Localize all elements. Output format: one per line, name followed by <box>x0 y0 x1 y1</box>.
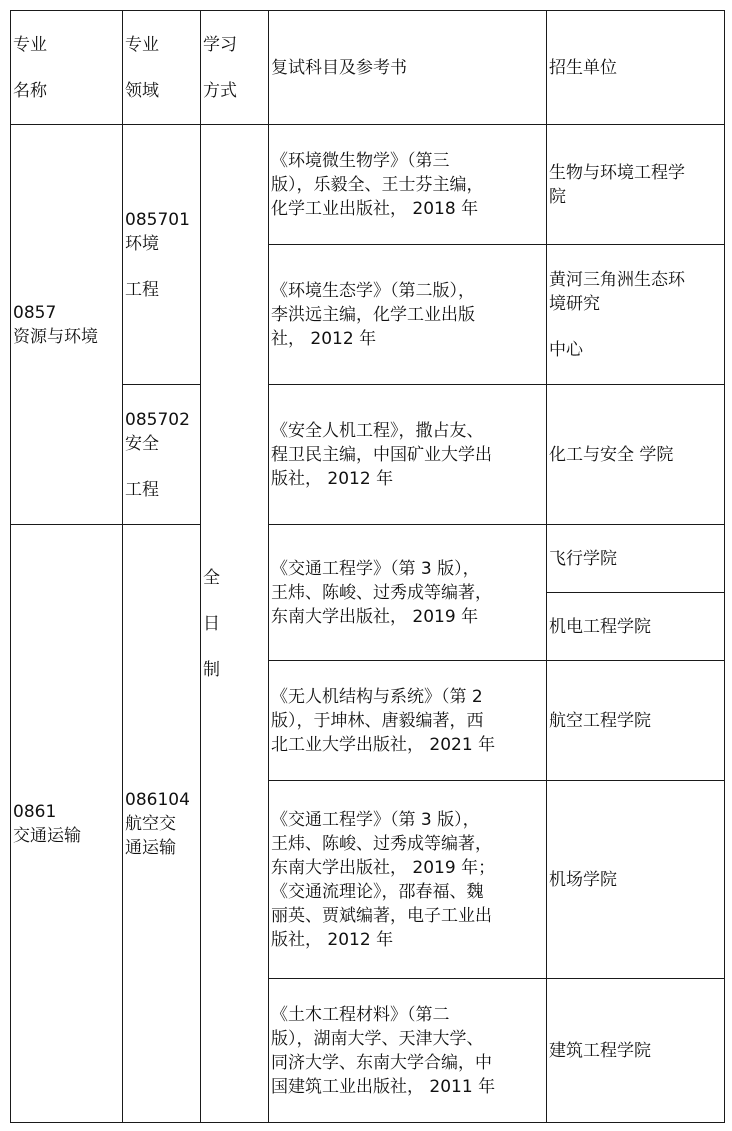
header-row <box>11 11 725 125</box>
field-name-line: 通运输 <box>125 837 176 858</box>
field-name-line: 安全 <box>125 433 159 454</box>
major-cell <box>11 525 123 1123</box>
major-code: 0861 <box>13 801 57 822</box>
major-cell <box>11 125 123 525</box>
header-exam-books: 复试科目及参考书 <box>269 11 547 125</box>
field-cell <box>123 125 201 385</box>
book-line: 版社， 2012 年 <box>271 929 394 950</box>
header-study-mode <box>201 11 269 125</box>
book-line: 版社， 2012 年 <box>271 468 394 489</box>
table-row <box>11 525 725 593</box>
header-major-name-line1: 专业 <box>13 34 47 55</box>
header-major-field <box>123 11 201 125</box>
major-code: 0857 <box>13 302 57 323</box>
header-unit: 招生单位 <box>547 11 725 125</box>
unit-line: 中心 <box>549 339 583 360</box>
book-line: 版），乐毅全、王士芬主编， <box>271 174 484 195</box>
book-cell <box>269 125 547 245</box>
book-line: 《环境生态学》（第二版）， <box>271 280 475 301</box>
book-line: 《无人机结构与系统》（第 2 <box>271 686 483 707</box>
book-line: 国建筑工业出版社， 2011 年 <box>271 1076 496 1097</box>
unit-cell: 建筑工程学院 <box>547 979 725 1123</box>
book-line: 李洪远主编，化学工业出版 <box>271 304 475 325</box>
unit-cell: 航空工程学院 <box>547 661 725 781</box>
book-line: 《土木工程材料》（第二 <box>271 1004 450 1025</box>
header-major-name <box>11 11 123 125</box>
unit-cell: 机场学院 <box>547 781 725 979</box>
book-line: 王炜、陈峻、过秀成等编著， <box>271 833 492 854</box>
study-mode-char: 全 <box>203 567 220 588</box>
book-cell <box>269 385 547 525</box>
major-name: 资源与环境 <box>13 326 98 347</box>
book-cell <box>269 979 547 1123</box>
header-study-mode-line1: 学习 <box>203 34 237 55</box>
book-line: 《交通工程学》（第 3 版）， <box>271 809 480 830</box>
unit-line: 黄河三角洲生态环 <box>549 269 685 290</box>
table-row <box>11 125 725 245</box>
field-name-line: 环境 <box>125 233 159 254</box>
book-line: 东南大学出版社， 2019 年； <box>271 857 496 878</box>
field-code: 085701 <box>125 209 190 230</box>
book-line: 《交通流理论》，邵春福、魏 <box>271 881 484 902</box>
book-line: 《环境微生物学》（第三 <box>271 150 450 171</box>
book-cell <box>269 525 547 661</box>
header-major-field-line1: 专业 <box>125 34 159 55</box>
study-mode-char: 日 <box>203 613 220 634</box>
field-name-line: 航空交 <box>125 813 176 834</box>
unit-cell <box>547 125 725 245</box>
field-code: 085702 <box>125 409 190 430</box>
book-line: 同济大学、东南大学合编，中 <box>271 1052 492 1073</box>
unit-line: 境研究 <box>549 293 600 314</box>
book-line: 丽英、贾斌编著，电子工业出 <box>271 905 492 926</box>
study-mode-char: 制 <box>203 659 220 680</box>
admission-table <box>10 10 725 1123</box>
book-cell <box>269 245 547 385</box>
header-major-name-line2: 名称 <box>13 80 47 101</box>
field-code: 086104 <box>125 789 190 810</box>
field-name-line: 工程 <box>125 279 159 300</box>
book-line: 版），于坤林、唐毅编著，西 <box>271 710 484 731</box>
book-line: 版），湖南大学、天津大学、 <box>271 1028 484 1049</box>
unit-cell <box>547 245 725 385</box>
header-major-field-line2: 领域 <box>125 80 159 101</box>
unit-cell: 机电工程学院 <box>547 593 725 661</box>
field-name-line: 工程 <box>125 479 159 500</box>
book-cell <box>269 661 547 781</box>
book-line: 化学工业出版社， 2018 年 <box>271 198 479 219</box>
study-mode-cell <box>201 125 269 1123</box>
book-line: 《安全人机工程》，撒占友、 <box>271 420 484 441</box>
unit-line: 院 <box>549 186 566 207</box>
unit-cell: 化工与安全 学院 <box>547 385 725 525</box>
unit-cell: 飞行学院 <box>547 525 725 593</box>
field-cell <box>123 385 201 525</box>
major-name: 交通运输 <box>13 825 81 846</box>
book-line: 王炜、陈峻、过秀成等编著， <box>271 582 492 603</box>
header-study-mode-line2: 方式 <box>203 80 237 101</box>
unit-line: 生物与环境工程学 <box>549 162 685 183</box>
book-line: 东南大学出版社， 2019 年 <box>271 606 479 627</box>
book-line: 程卫民主编，中国矿业大学出 <box>271 444 492 465</box>
book-line: 社， 2012 年 <box>271 328 377 349</box>
book-cell <box>269 781 547 979</box>
book-line: 《交通工程学》（第 3 版）， <box>271 558 480 579</box>
book-line: 北工业大学出版社， 2021 年 <box>271 734 496 755</box>
field-cell <box>123 525 201 1123</box>
